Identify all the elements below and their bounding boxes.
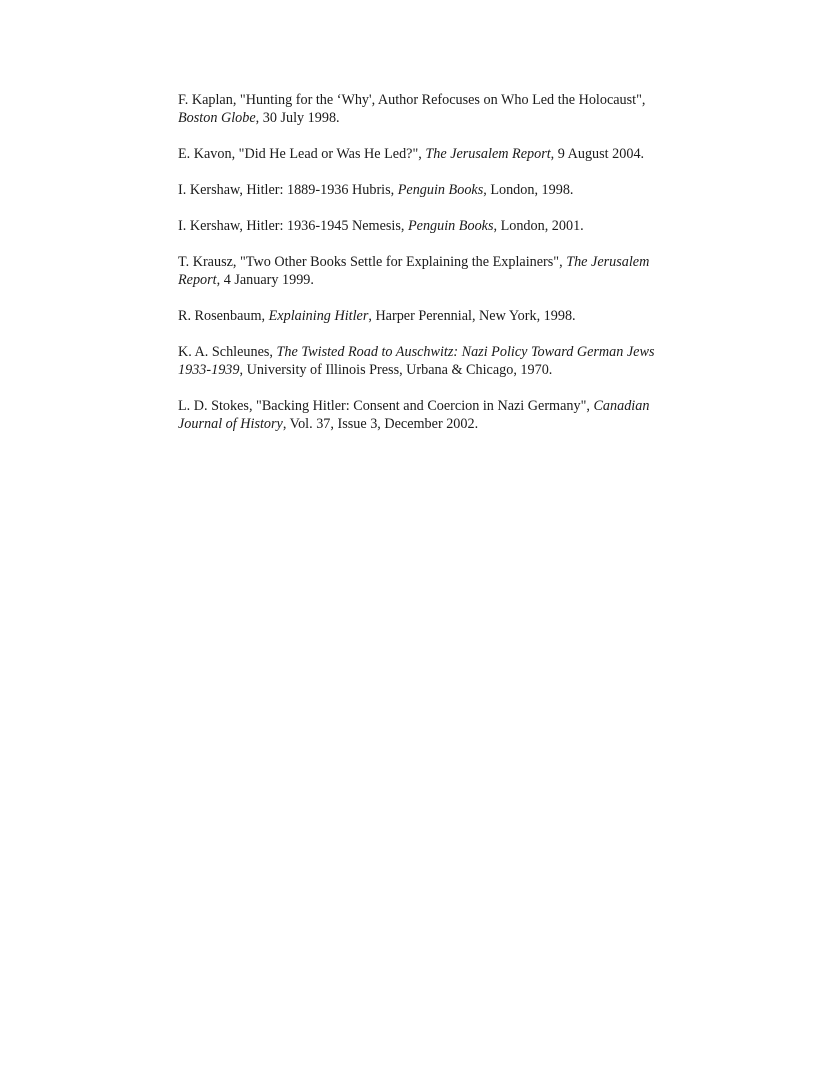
reference-text: , Vol. 37, Issue 3, December 2002. (282, 416, 479, 432)
reference-list (178, 91, 658, 451)
reference-text: , London, 2001. (493, 218, 584, 234)
reference-text: , Harper Perennial, New York, 1998. (368, 308, 576, 324)
reference-entry-schleunes (178, 343, 658, 379)
reference-source: Canadian Journal of History (178, 398, 650, 432)
reference-text: , London, 1998. (483, 182, 574, 198)
reference-entry-kavon (178, 145, 658, 163)
reference-text: T. Krausz, "Two Other Books Settle for Explaining the Explainers", (178, 254, 567, 270)
reference-text: L. D. Stokes, "Backing Hitler: Consent and Coercion in Nazi Germany", (178, 398, 594, 414)
reference-text: K. A. Schleunes, (178, 344, 277, 360)
reference-text: , 9 August 2004. (550, 146, 645, 162)
reference-entry-kershaw-nemesis (178, 217, 658, 235)
reference-text: , University of Illinois Press, Urbana & Chicago, 1970. (239, 362, 553, 378)
reference-source: Explaining Hitler (268, 308, 369, 324)
reference-source: The Jerusalem Report (178, 254, 650, 288)
reference-entry-stokes (178, 397, 658, 433)
reference-text: R. Rosenbaum, (178, 308, 269, 324)
reference-source: Boston Globe (178, 110, 256, 126)
reference-source: Penguin Books (407, 218, 494, 234)
reference-text: , 4 January 1999. (216, 272, 314, 288)
reference-source: The Twisted Road to Auschwitz: Nazi Policy Toward German Jews 1933-1939 (178, 344, 655, 378)
reference-text: F. Kaplan, "Hunting for the ‘Why', Author Refocuses on Who Led the Holocaust", (178, 92, 646, 108)
reference-entry-kershaw-hubris (178, 181, 658, 199)
reference-text: I. Kershaw, Hitler: 1936-1945 Nemesis, (178, 218, 408, 234)
reference-entry-rosenbaum (178, 307, 658, 325)
reference-text: I. Kershaw, Hitler: 1889-1936 Hubris, (178, 182, 398, 198)
reference-source: The Jerusalem Report (425, 146, 551, 162)
reference-text: E. Kavon, "Did He Lead or Was He Led?", (178, 146, 426, 162)
reference-text: , 30 July 1998. (255, 110, 340, 126)
reference-entry-kaplan (178, 91, 658, 127)
reference-entry-krausz (178, 253, 658, 289)
reference-source: Penguin Books (397, 182, 484, 198)
